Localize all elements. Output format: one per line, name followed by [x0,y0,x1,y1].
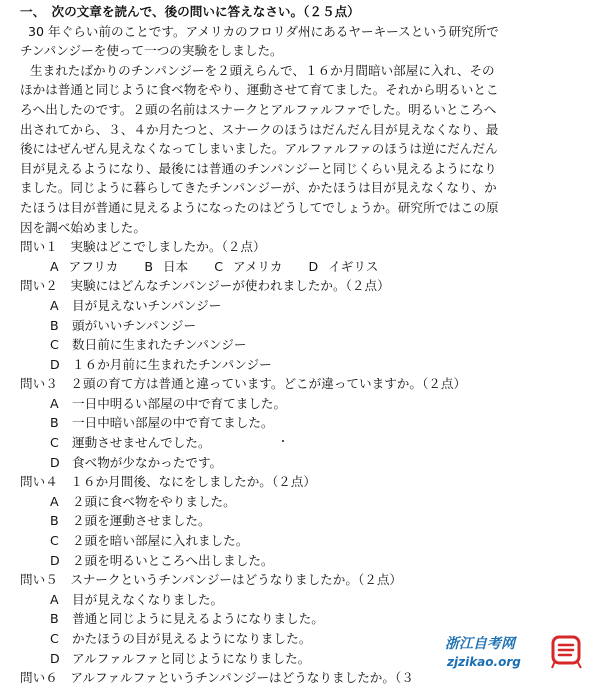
scan-speck [282,440,284,442]
answer-option [50,257,118,277]
option-letter: B [144,258,154,274]
passage [20,22,586,238]
option-text: 一日中暗い部屋の中で育てました。 [72,415,274,431]
answer-option [144,257,188,277]
option-text: 目が見えないチンパンジー [72,297,222,313]
answer-option [20,511,586,531]
option-letter: C [50,337,59,353]
passage-line: チンパンジーを使って一つの実験をしました。 [20,43,283,59]
question-label: 問い４ １６か月間後、なにをしましたか。（２点） [20,474,316,490]
answer-option [214,257,282,277]
fist-stamp-icon [549,631,585,671]
watermark-url: zjzikao.org [447,655,521,669]
passage-line: 目が見えるようになり、最後には普通のチンパンジーと同じくらい見えるようになり [20,160,497,176]
option-letter: A [50,591,59,607]
option-text: アルファルファと同じようになりました。 [72,650,311,666]
answer-option [20,492,586,512]
watermark [445,631,585,677]
option-text: アメリカ [233,258,283,274]
option-letter: C [50,533,59,549]
option-letter: A [50,258,59,274]
answer-option [20,413,586,433]
option-letter: D [50,356,60,372]
option-text: 頭がいいチンパンジー [72,317,197,333]
answer-option [20,296,586,316]
question-label: 問い６ アルファルファというチンパンジーはどうなりましたか。（３ [20,670,414,686]
option-letter: D [308,258,319,274]
option-text: アフリカ [68,258,119,274]
passage-line: たほうは目が普通に見えるようになったのはどうしてでしょうか。研究所ではこの原 [20,199,499,215]
question-label: 問い５ スナークというチンパンジーはどうなりましたか。（２点） [20,572,403,588]
option-text: 食べ物が少なかったです。 [72,454,223,470]
option-letter: D [50,650,60,666]
option-letter: C [50,631,59,646]
option-letter: D [50,454,60,470]
option-letter: D [50,552,60,568]
answer-option [20,590,586,610]
option-row [20,257,586,277]
answer-option [20,433,586,453]
question-label: 問い１ 実験はどこでしましたか。（２点） [20,239,266,255]
option-text: イギリス [328,258,379,274]
option-letter: C [214,258,223,274]
option-text: かたほうの目が見えるようになりました。 [72,631,312,646]
option-text: ２頭を運動させました。 [72,513,211,529]
passage-line: 出されてから、３、４か月たつと、スナークのほうはだんだん目が見えなくなり、最 [20,121,499,137]
passage-line: 後にはぜんぜん見えなくなってしまいました。アルファルファのほうは逆にだんだん [20,141,498,157]
question-label: 問い３ ２頭の育て方は普通と違っています。どこが違っていますか。（２点） [20,376,467,392]
option-text: 数日前に生まれたチンパンジー [72,337,247,353]
answer-option [20,355,586,375]
answer-option [309,257,379,277]
questions [20,237,586,688]
answer-option [20,453,586,473]
question-label: 問い２ 実験にはどんなチンパンジーが使われましたか。（２点） [20,278,390,294]
passage-line: ろへ出したのです。２頭の名前はスナークとアルファルファでした。明るいところへ [20,101,497,117]
option-letter: B [50,415,59,431]
watermark-name: 浙江自考网 [445,636,515,652]
answer-option [20,335,586,355]
passage-line: ました。同じように暮らしてきたチンパンジーが、かたほうは目が見えなくなり、か [20,180,497,196]
passage-line: 生まれたばかりのチンパンジーを２頭えらんで、１６か月間暗い部屋に入れ、その [30,62,495,78]
option-text: 運動させませんでした。 [72,435,211,451]
option-letter: A [50,297,59,313]
answer-option [20,609,586,629]
option-text: 一日中明るい部屋の中で育てました。 [72,395,287,411]
option-text: 目が見えなくなりました。 [72,591,224,607]
answer-option [20,531,586,551]
option-text: １６か月前に生まれたチンパンジー [72,356,272,372]
option-text: 普通と同じように見えるようになりました。 [72,611,324,627]
section-heading: 一、 次の文章を読んで、後の問いに答えなさい。（２５点） [20,4,360,19]
answer-option [20,551,586,571]
option-text: ２頭を暗い部屋に入れました。 [72,533,249,549]
passage-line: 30 年ぐらい前のことです。アメリカのフロリダ州にあるヤーキースという研究所で [28,23,499,39]
passage-line: 因を調べ始めました。 [20,219,146,235]
option-letter: C [50,435,59,451]
answer-option [20,316,586,336]
option-text: ２頭を明るいところへ出しました。 [72,552,274,568]
document-page [20,2,586,688]
option-letter: B [50,611,59,627]
option-text: 日本 [163,258,189,274]
option-letter: B [50,317,59,333]
option-letter: A [50,493,59,509]
answer-option [20,394,586,414]
option-letter: A [50,395,59,411]
option-text: ２頭に食べ物をやりました。 [72,493,236,509]
option-letter: B [50,513,59,529]
passage-line: ほかは普通と同じように食べ物をやり、運動させて育てました。それから明るいとこ [20,82,499,98]
